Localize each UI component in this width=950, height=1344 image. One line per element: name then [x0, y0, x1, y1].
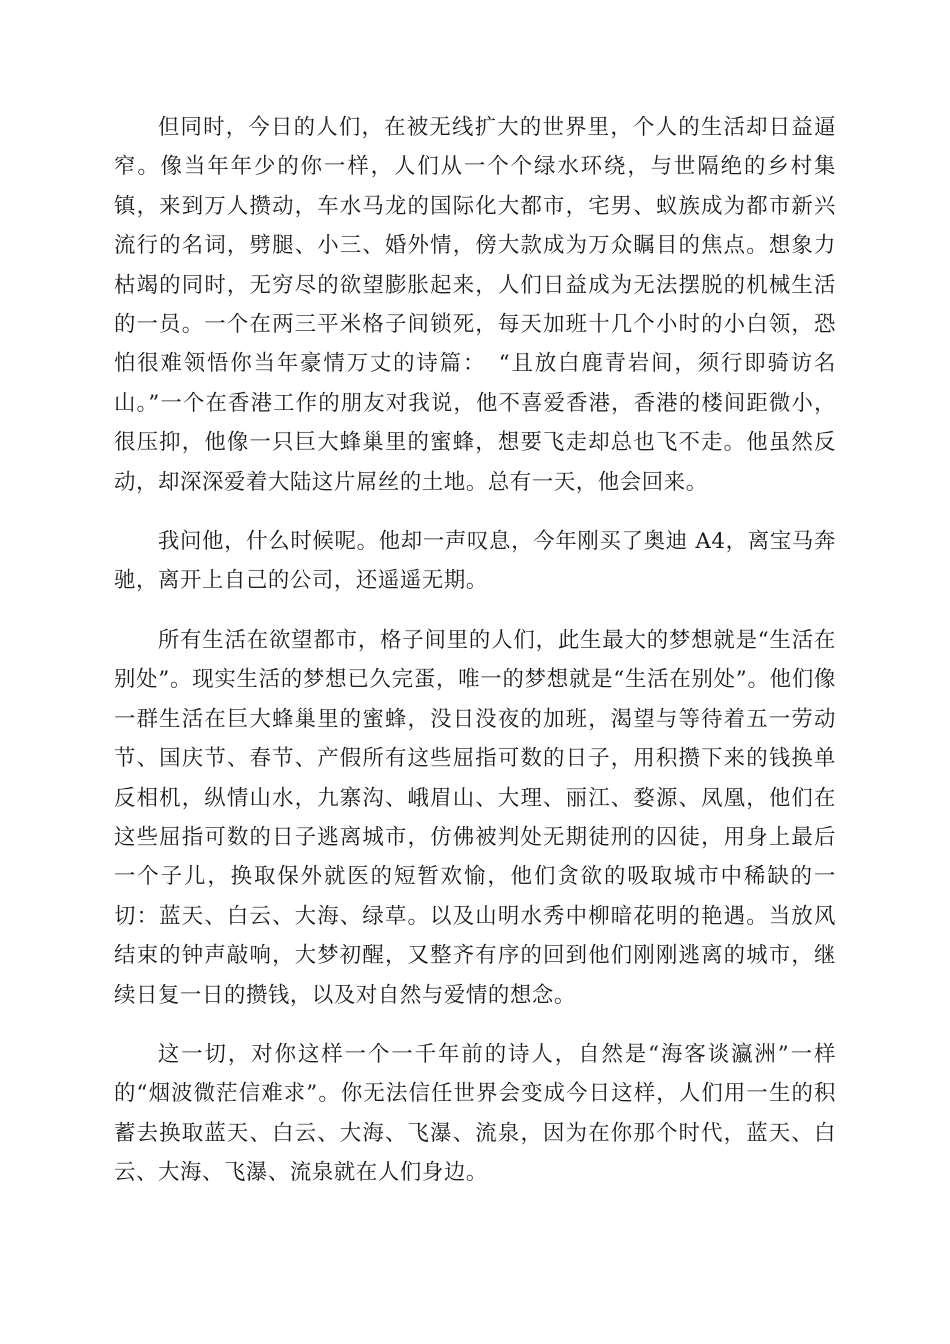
paragraph-1: 但同时，今日的人们，在被无线扩大的世界里，个人的生活却日益逼窄。像当年年少的你一样，人们从一个个绿水环绕，与世隔绝的乡村集镇，来到万人攒动，车水马龙的国际化大都市，宅男、蚁族成为都市新兴流行的名词，劈腿、小三、婚外情，傍大款成为万众瞩目的焦点。想象力枯竭的同时，无穷尽的欲望膨胀起来，人们日益成为无法摆脱的机械生活的一员。一个在两三平米格子间锁死，每天加班十几个小时的小白领，恐怕很难领悟你当年豪情万丈的诗篇： “且放白鹿青岩间，须行即骑访名山。”一个在香港工作的朋友对我说，他不喜爱香港，香港的楼间距微小，很压抑，他像一只巨大蜂巢里的蜜蜂，想要飞走却总也飞不走。他虽然反动，却深深爱着大陆这片屌丝的土地。总有一天，他会回来。	[114, 115, 836, 495]
document-body	[114, 108, 836, 1213]
paragraph-3: 所有生活在欲望都市，格子间里的人们，此生最大的梦想就是“生活在别处”。现实生活的梦想已久完蛋，唯一的梦想就是“生活在别处”。他们像一群生活在巨大蜂巢里的蜜蜂，没日没夜的加班，渴望与等待着五一劳动节、国庆节、春节、产假所有这些屈指可数的日子，用积攒下来的钱换单反相机，纵情山水，九寨沟、峨眉山、大理、丽江、婺源、凤凰，他们在这些屈指可数的日子逃离城市，仿佛被判处无期徒刑的囚徒，用身上最后一个子儿，换取保外就医的短暂欢愉，他们贪欲的吸取城市中稀缺的一切：蓝天、白云、大海、绿草。以及山明水秀中柳暗花明的艳遇。当放风结束的钟声敲响，大梦初醒，又整齐有序的回到他们刚刚逃离的城市，继续日复一日的攒钱，以及对自然与爱情的想念。	[114, 627, 836, 1008]
paragraph-4: 这一切，对你这样一个一千年前的诗人，自然是“海客谈瀛洲”一样的“烟波微茫信难求”。你无法信任世界会变成今日这样，人们用一生的积蓄去换取蓝天、白云、大海、飞瀑、流泉，因为在你那个时代，蓝天、白云、大海、飞瀑、流泉就在人们身边。	[114, 1041, 836, 1186]
paragraph-2: 我问他，什么时候呢。他却一声叹息，今年刚买了奥迪 A4，离宝马奔驰，离开上自己的公司，还遥遥无期。	[114, 529, 836, 594]
